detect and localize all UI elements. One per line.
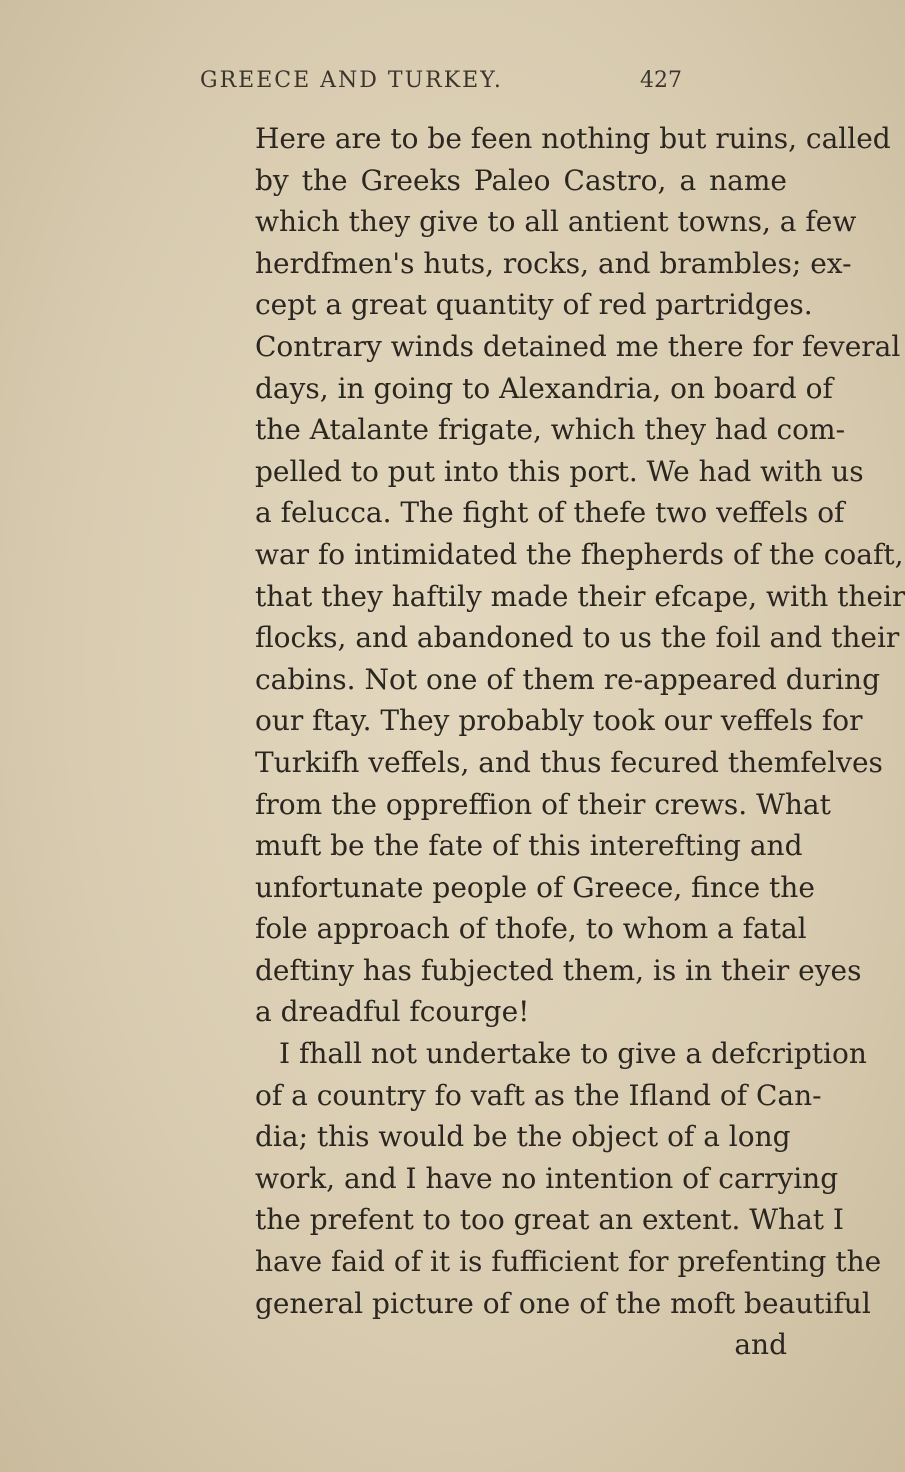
running-title: GREECE AND TURKEY. [200,68,503,93]
text-line: the Atalante frigate, which they had com- [255,413,846,447]
page-number: 427 [640,68,682,93]
text-line: a felucca. The fight of thefe two veffels of [255,496,845,530]
text-line: Here are to be feen nothing but ruins, called [255,122,891,155]
text-line: our ftay. They probably took our veffels for [255,704,863,738]
text-line: Turkifh veffels, and thus fecured themfelves [255,745,883,779]
text-line: Contrary winds detained me there for feveral [255,329,901,363]
text-line: cabins. Not one of them re-appeared during [255,662,881,696]
catchword: and [734,1328,787,1362]
text-line: that they haftily made their efcape, with their [255,579,905,613]
text-line: which they give to all antient towns, a few [255,205,857,239]
text-line: muft be the fate of this interefting and [255,829,803,863]
text-line: fole approach of thofe, to whom a fatal [255,912,807,946]
text-line: work, and I have no intention of carrying [255,1161,839,1195]
text-line: war fo intimidated the fhepherds of the coaft, [255,537,904,571]
text-line: I fhall not undertake to give a defcription [279,1037,867,1071]
text-line: cept a great quantity of red partridges. [255,288,813,322]
text-line: have faid of it is fufficient for prefenting the [255,1245,882,1279]
text-line: of a country fo vaft as the Ifland of Can- [255,1078,822,1112]
text-line: from the oppreffion of their crews. What [255,787,831,821]
text-line: unfortunate people of Greece, fince the [255,870,815,904]
text-line: the prefent to too great an extent. What I [255,1203,844,1237]
text-line: dia; this would be the object of a long [255,1120,791,1154]
text-line: pelled to put into this port. We had with us [255,454,864,488]
text-line: herdfmen's huts, rocks, and brambles; ex- [255,246,852,280]
text-line: by the Greeks Paleo Castro, a name [255,163,787,197]
text-line: deftiny has fubjected them, is in their eyes [255,953,862,987]
running-head [200,68,720,108]
body-text [255,118,905,1366]
text-line: days, in going to Alexandria, on board of [255,371,833,405]
text-line: flocks, and abandoned to us the foil and their [255,621,900,655]
text-line: a dreadful fcourge! [255,995,530,1029]
text-line: general picture of one of the moft beautiful [255,1286,871,1320]
